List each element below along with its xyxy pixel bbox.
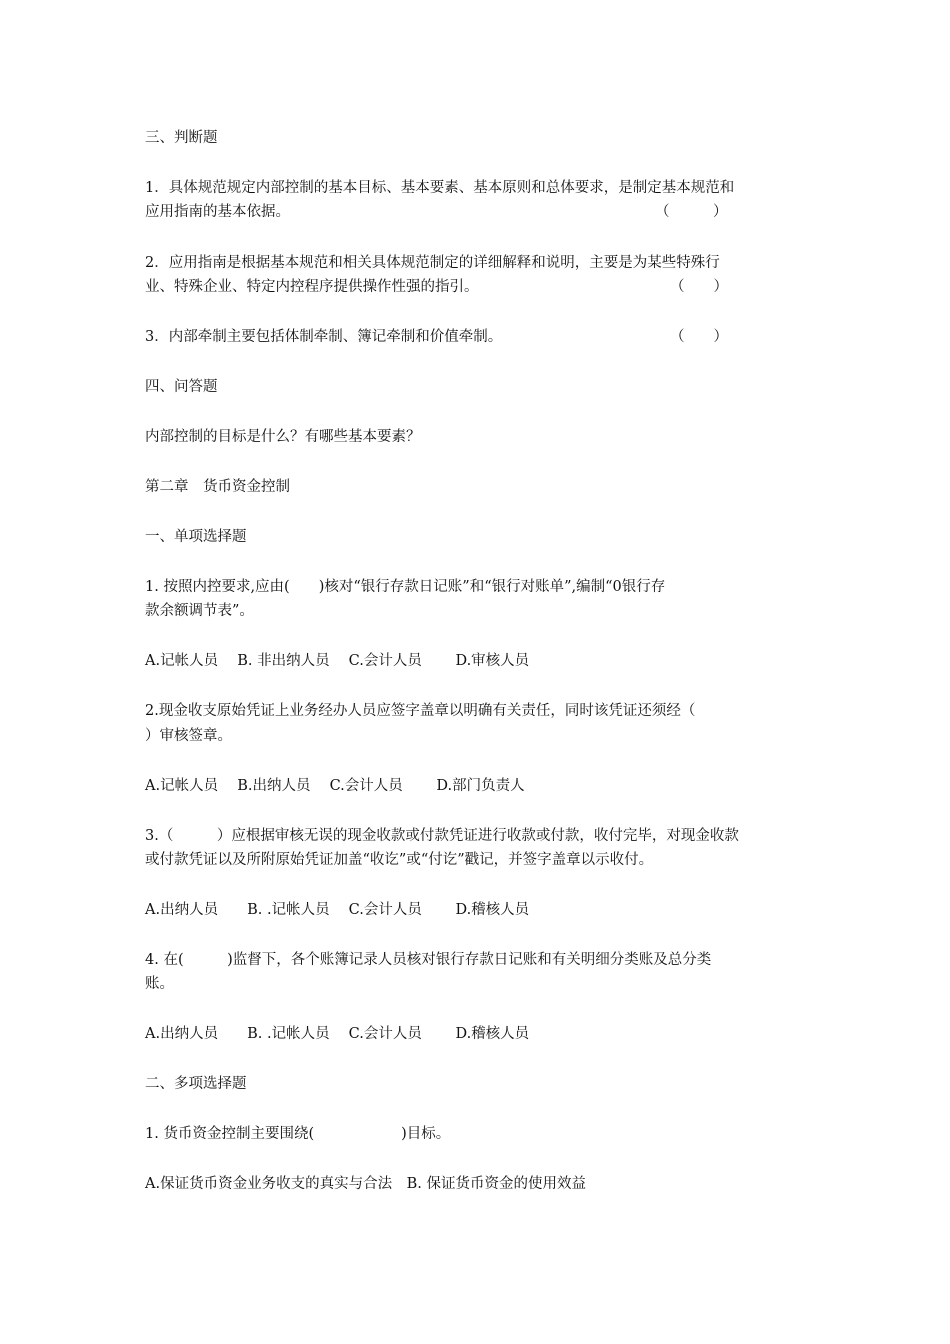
- judgement-q1-line1: 1．具体规范规定内部控制的基本目标、基本要素、基本原则和总体要求，是制定基本规范和: [145, 180, 735, 196]
- single-q4-options: A.出纳人员 B. .记帐人员 C.会计人员 D.稽核人员: [145, 1026, 530, 1042]
- single-q2-line2: ）审核签章。: [145, 728, 232, 744]
- section-heading-judgement: 三、判断题: [145, 130, 218, 146]
- section-heading-single-choice: 一、单项选择题: [145, 529, 247, 545]
- multi-q1-options: A.保证货币资金业务收支的真实与合法 B. 保证货币资金的使用效益: [145, 1176, 586, 1192]
- single-q3-line2: 或付款凭证以及所附原始凭证加盖“收讫”或“付讫”戳记，并签字盖章以示收付。: [145, 852, 654, 868]
- chapter-title: 第二章 货币资金控制: [145, 479, 290, 495]
- single-q3-line1: 3.（ ）应根据审核无误的现金收款或付款凭证进行收款或付款，收付完毕，对现金收款: [145, 828, 739, 844]
- section-heading-multi-choice: 二、多项选择题: [145, 1076, 247, 1092]
- section-heading-qa: 四、问答题: [145, 379, 218, 395]
- single-q4-line1: 4. 在( )监督下，各个账簿记录人员核对银行存款日记账和有关明细分类账及总分类: [145, 952, 712, 968]
- answer-parentheses: （ ）: [670, 279, 728, 295]
- answer-parentheses: （ ）: [670, 329, 728, 345]
- single-q2-options: A.记帐人员 B.出纳人员 C.会计人员 D.部门负责人: [145, 778, 525, 794]
- judgement-q3-line1: 3．内部牵制主要包括体制牵制、簿记牵制和价值牵制。: [145, 329, 503, 345]
- single-q2-line1: 2.现金收支原始凭证上业务经办人员应签字盖章以明确有关责任，同时该凭证还须经（: [145, 703, 696, 719]
- judgement-q1-line2: 应用指南的基本依据。: [145, 204, 290, 220]
- single-q3-options: A.出纳人员 B. .记帐人员 C.会计人员 D.稽核人员: [145, 902, 530, 918]
- single-q1-options: A.记帐人员 B. 非出纳人员 C.会计人员 D.审核人员: [145, 653, 530, 669]
- single-q1-line1: 1. 按照内控要求,应由( )核对“银行存款日记账”和“银行对账单”,编制“0银行存: [145, 579, 666, 595]
- single-q1-line2: 款余额调节表”。: [145, 603, 254, 619]
- single-q4-line2: 账。: [145, 976, 174, 992]
- multi-q1-line1: 1. 货币资金控制主要围绕( )目标。: [145, 1126, 451, 1142]
- judgement-q2-line1: 2．应用指南是根据基本规范和相关具体规范制定的详细解释和说明，主要是为某些特殊行: [145, 255, 720, 271]
- judgement-q2-line2: 业、特殊企业、特定内控程序提供操作性强的指引。: [145, 279, 479, 295]
- qa-question: 内部控制的目标是什么？有哪些基本要素？: [145, 429, 421, 445]
- answer-parentheses: （ ）: [655, 204, 728, 220]
